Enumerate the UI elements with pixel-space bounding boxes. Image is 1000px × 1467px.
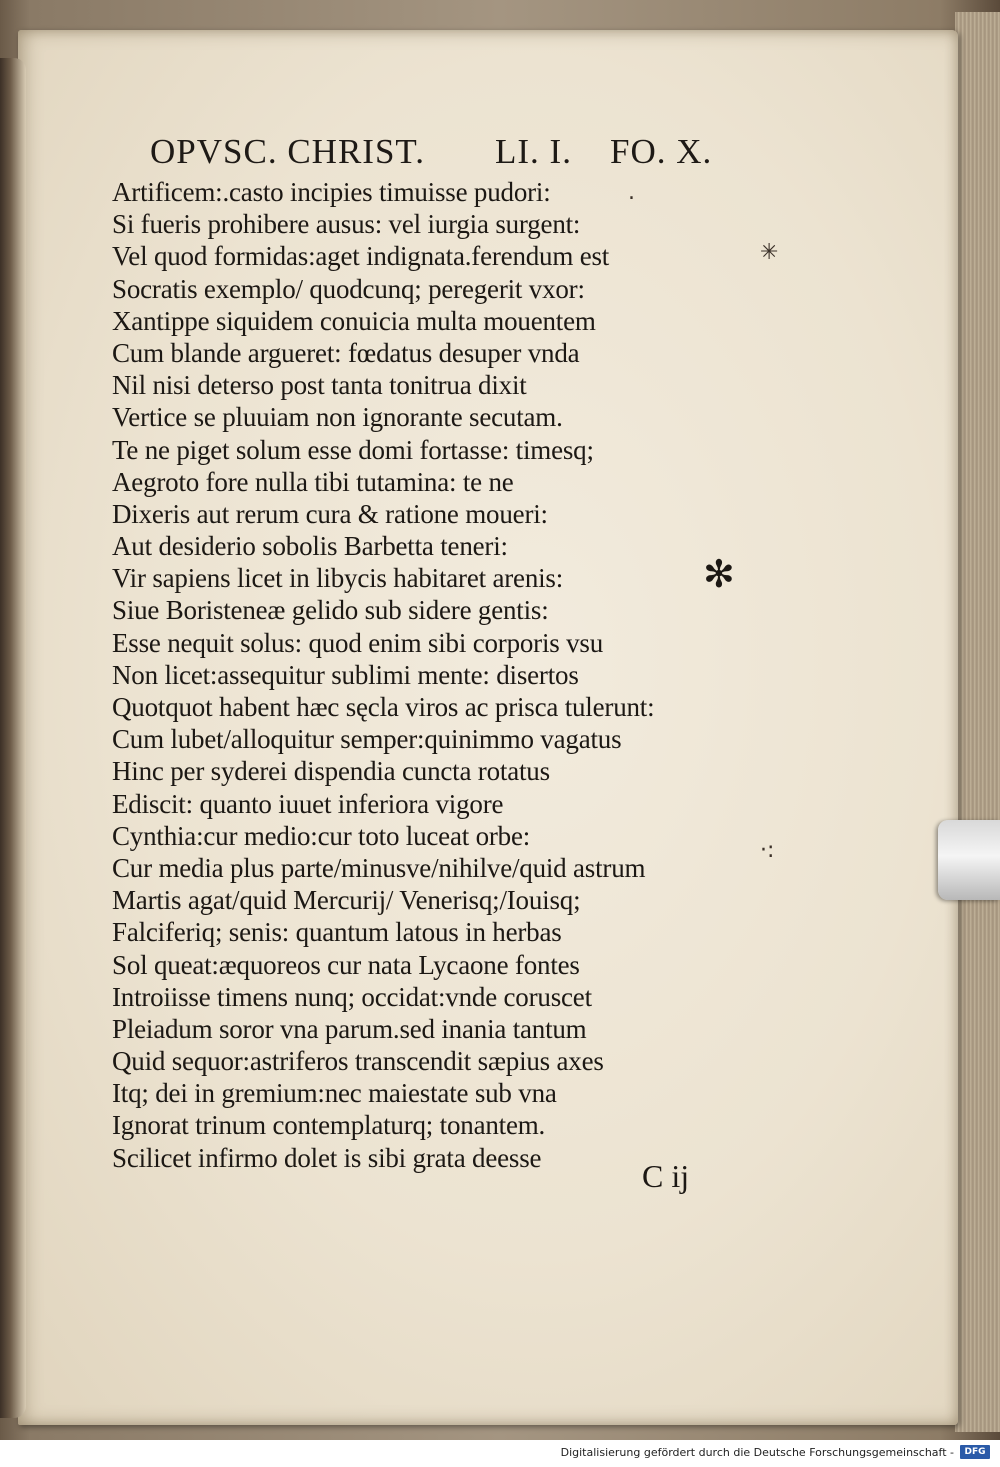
dfg-logo: DFG — [960, 1445, 990, 1459]
verse-line: Te ne piget solum esse domi fortasse: timesq; — [112, 434, 594, 465]
verse-line: Cum lubet/alloquitur semper:quinimmo vagatus — [112, 724, 622, 755]
running-header — [150, 132, 730, 176]
funding-note: Digitalisierung gefördert durch die Deutsche Forschungsgemeinschaft - — [560, 1446, 954, 1459]
verse-line: Cynthia:cur medio:cur toto luceat orbe: — [112, 820, 531, 851]
verse-text — [112, 176, 732, 1174]
previous-leaf-edge — [0, 58, 26, 1418]
verse-line: Vertice se pluuiam non ignorante secutam. — [112, 402, 563, 433]
page-edges — [955, 12, 1000, 1432]
asterisk-icon: ✻ — [703, 552, 735, 596]
verse-line: Itq; dei in gremium:nec maiestate sub vna — [112, 1078, 557, 1109]
verse-line: Quotquot habent hæc sęcla viros ac prisca tulerunt: — [112, 692, 655, 722]
verse-line: Cum blande argueret: fœdatus desuper vnda — [112, 337, 580, 368]
verse-line: Artificem:.casto incipies timuisse pudori: — [112, 177, 551, 207]
verse-line: Non licet:assequitur sublimi mente: disertos — [112, 659, 579, 690]
verse-line: Aut desiderio sobolis Barbetta teneri: — [112, 531, 508, 562]
verse-line: Ignorat trinum contemplaturq; tonantem. — [112, 1110, 546, 1141]
margin-mark-icon: . — [628, 180, 635, 205]
verse-line: Esse nequit solus: quod enim sibi corporis vsu — [112, 627, 604, 658]
verse-line: Socratis exemplo/ quodcunq; peregerit vxor: — [112, 273, 585, 304]
verse-line: Hinc per syderei dispendia cuncta rotatus — [112, 756, 550, 787]
verse-line: Falciferiq; senis: quantum latous in herbas — [112, 917, 562, 948]
verse-line: Aegroto fore nulla tibi tutamina: te ne — [112, 466, 514, 497]
verse-line: Cur media plus parte/minusve/nihilve/quid astrum — [112, 852, 646, 883]
verse-line: Introiisse timens nunq; occidat:vnde coruscet — [112, 981, 592, 1012]
verse-line: Dixeris aut rerum cura & ratione moueri: — [112, 498, 548, 529]
verse-line: Si fueris prohibere ausus: vel iurgia surgent: — [112, 209, 581, 240]
verse-line: Scilicet infirmo dolet is sibi grata deesse — [112, 1142, 542, 1173]
margin-mark-icon: ·: — [760, 838, 775, 863]
book-number: LI. I. — [495, 132, 572, 171]
folio-number: FO. X. — [610, 132, 713, 171]
verse-line: Quid sequor:astriferos transcendit sæpius axes — [112, 1046, 604, 1077]
running-title: OPVSC. CHRIST. — [150, 132, 425, 171]
verse-line: Vel quod formidas:aget indignata.ferendum est — [112, 241, 610, 272]
verse-line: Nil nisi deterso post tanta tonitrua dixit — [112, 370, 527, 401]
verse-line: Siue Boristeneæ gelido sub sidere gentis: — [112, 595, 549, 626]
margin-mark-icon: ✳ — [760, 240, 779, 265]
signature-mark: C ij — [642, 1158, 690, 1194]
verse-line: Martis agat/quid Mercurij/ Venerisq;/Iouisq; — [112, 885, 581, 916]
verse-line: Xantippe siquidem conuicia multa mouentem — [112, 305, 596, 336]
verse-line: Vir sapiens licet in libycis habitaret arenis: — [112, 563, 564, 594]
verse-line: Ediscit: quanto iuuet inferiora vigore — [112, 788, 504, 819]
page-clip — [938, 820, 1000, 900]
verse-line: Sol queat:æquoreos cur nata Lycaone fontes — [112, 949, 580, 980]
verse-line: Pleiadum soror vna parum.sed inania tantum — [112, 1013, 587, 1044]
